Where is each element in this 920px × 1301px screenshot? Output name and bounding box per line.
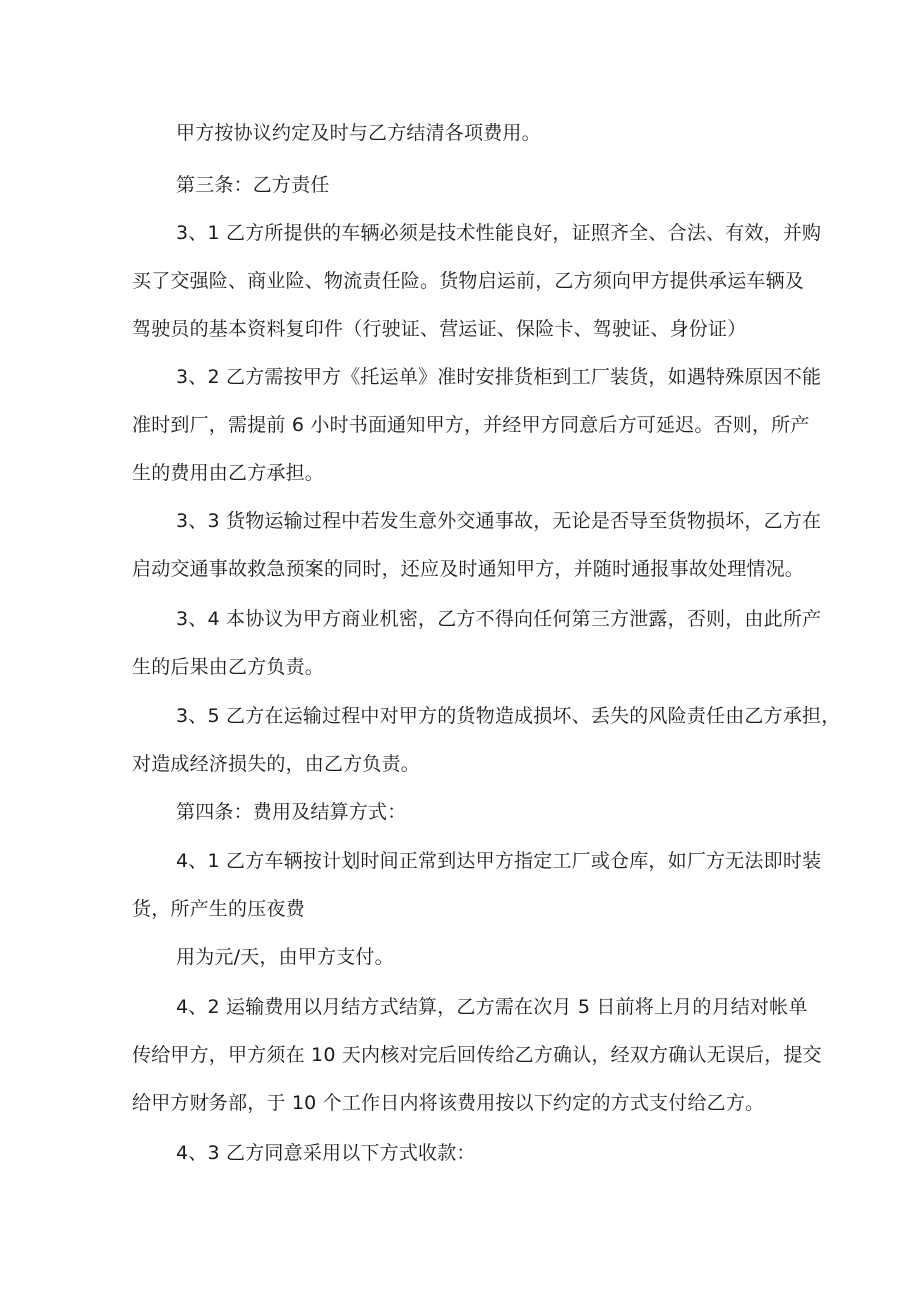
paragraph-line: 3、4 本协议为甲方商业机密，乙方不得向任何第三方泄露，否则，由此所产: [176, 608, 822, 630]
paragraph-line: 准时到厂，需提前 6 小时书面通知甲方，并经甲方同意后方可延迟。否则，所产: [132, 414, 810, 436]
paragraph-line: 3、3 货物运输过程中若发生意外交通事故，无论是否导至货物损坏，乙方在: [176, 510, 822, 532]
section-heading-article-4: 第四条：费用及结算方式：: [176, 801, 407, 823]
paragraph-line: 3、1 乙方所提供的车辆必须是技术性能良好，证照齐全、合法、有效，并购: [176, 222, 822, 244]
paragraph-line: 生的后果由乙方负责。: [132, 656, 325, 678]
section-heading-article-3: 第三条：乙方责任: [176, 174, 330, 196]
paragraph-line: 货，所产生的压夜费: [132, 898, 305, 920]
paragraph-line: 4、1 乙方车辆按计划时间正常到达甲方指定工厂或仓库，如厂方无法即时装: [176, 850, 822, 872]
paragraph-line: 3、2 乙方需按甲方《托运单》准时安排货柜到工厂装货，如遇特殊原因不能: [176, 366, 822, 388]
paragraph-line: 买了交强险、商业险、物流责任险。货物启运前，乙方须向甲方提供承运车辆及: [132, 270, 805, 292]
paragraph-line: 给甲方财务部，于 10 个工作日内将该费用按以下约定的方式支付给乙方。: [132, 1092, 765, 1114]
paragraph-line: 用为元/天，由甲方支付。: [176, 946, 394, 968]
paragraph-line: 对造成经济损失的，由乙方负责。: [132, 753, 421, 775]
paragraph-line: 4、2 运输费用以月结方式结算，乙方需在次月 5 日前将上月的月结对帐单: [176, 996, 808, 1018]
paragraph-line: 驾驶员的基本资料复印件（行驶证、营运证、保险卡、驾驶证、身份证）: [132, 318, 747, 340]
paragraph-line: 启动交通事故救急预案的同时，还应及时通知甲方，并随时通报事故处理情况。: [132, 558, 805, 580]
paragraph-line: 生的费用由乙方承担。: [132, 462, 325, 484]
paragraph-line: 4、3 乙方同意采用以下方式收款：: [176, 1142, 476, 1164]
paragraph-line: 甲方按协议约定及时与乙方结清各项费用。: [176, 122, 541, 144]
paragraph-line: 3、5 乙方在运输过程中对甲方的货物造成损坏、丢失的风险责任由乙方承担，: [176, 705, 841, 727]
paragraph-line: 传给甲方，甲方须在 10 天内核对完后回传给乙方确认，经双方确认无误后，提交: [132, 1044, 822, 1066]
